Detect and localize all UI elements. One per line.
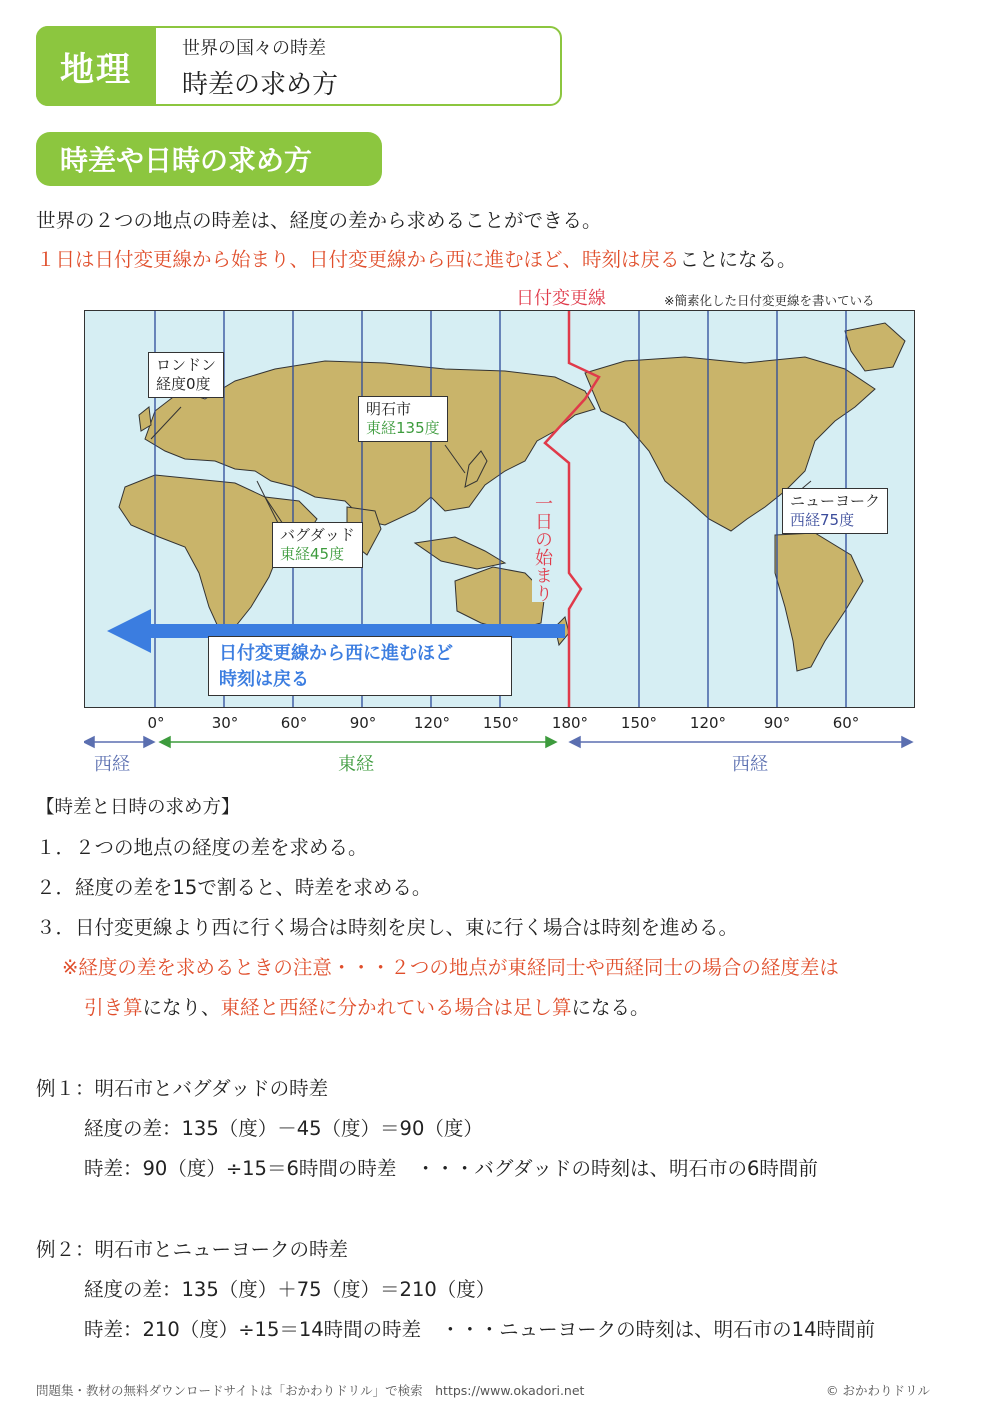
method-step-2: ２．経度の差を15で割ると、時差を求める。 bbox=[36, 876, 432, 899]
akashi-longitude: 東経135度 bbox=[366, 419, 440, 437]
page-title: 時差の求め方 bbox=[182, 70, 339, 100]
tick-30e: 30° bbox=[211, 714, 239, 732]
east-label: 東経 bbox=[338, 754, 374, 775]
example-2-calc-2: 時差：210（度）÷15＝14時間の時差 ・・・ニューヨークの時刻は、明石市の14時間前 bbox=[84, 1318, 875, 1341]
example-2-calc-1: 経度の差：135（度）＋75（度）＝210（度） bbox=[84, 1278, 496, 1301]
example-1-title: 例１：明石市とバグダッドの時差 bbox=[36, 1077, 329, 1100]
example-1-calc-2: 時差：90（度）÷15＝6時間の時差 ・・・バグダッドの時刻は、明石市の6時間前 bbox=[84, 1157, 818, 1180]
tick-150e: 150° bbox=[482, 714, 520, 732]
arrow-text-1: 日付変更線から西に進むほど bbox=[219, 643, 453, 664]
tick-150w: 150° bbox=[620, 714, 658, 732]
west-arrow-left bbox=[84, 737, 154, 747]
intro-line-2-highlight: １日は日付変更線から始まり、日付変更線から西に進むほど、時刻は戻る bbox=[36, 248, 680, 271]
west-label-left: 西経 bbox=[94, 754, 130, 775]
date-line-label: 日付変更線 bbox=[516, 288, 606, 309]
arrow-text-2: 時刻は戻る bbox=[219, 669, 309, 690]
intro-line-2 bbox=[36, 244, 797, 272]
map-note: ※簡素化した日付変更線を書いている bbox=[664, 293, 875, 308]
caution-addition: 東経と西経に分かれている場合は足し算 bbox=[220, 996, 572, 1019]
caution-subtraction: 引き算 bbox=[84, 996, 143, 1019]
tick-120w: 120° bbox=[689, 714, 727, 732]
caution-text-1: になり、 bbox=[142, 996, 221, 1019]
caution-line-2 bbox=[84, 992, 650, 1020]
example-1-calc-1: 経度の差：135（度）－45（度）＝90（度） bbox=[84, 1117, 483, 1140]
tick-60w: 60° bbox=[832, 714, 860, 732]
west-arrow-right bbox=[570, 737, 912, 747]
east-arrow bbox=[160, 737, 556, 747]
section-title: 時差や日時の求め方 bbox=[36, 132, 382, 186]
akashi-name: 明石市 bbox=[366, 400, 412, 418]
hemisphere-arrows bbox=[84, 732, 916, 752]
newyork-name: ニューヨーク bbox=[790, 492, 881, 510]
intro-line-2-rest: ことになる。 bbox=[679, 248, 797, 271]
label-newyork bbox=[782, 488, 888, 534]
tick-90w: 90° bbox=[763, 714, 791, 732]
baghdad-name: バグダッド bbox=[280, 526, 355, 544]
london-name: ロンドン bbox=[156, 356, 217, 374]
caution-line-1: ※経度の差を求めるときの注意・・・２つの地点が東経同士や西経同士の場合の経度差は bbox=[62, 956, 839, 979]
tick-60e: 60° bbox=[280, 714, 308, 732]
newyork-longitude: 西経75度 bbox=[790, 511, 855, 529]
label-baghdad bbox=[272, 522, 363, 568]
footer-site: 問題集・教材の無料ダウンロードサイトは「おかわりドリル」で検索 https://www.okadori.net bbox=[36, 1383, 585, 1398]
london-longitude: 経度0度 bbox=[156, 375, 211, 393]
topic-text: 世界の国々の時差 bbox=[182, 38, 326, 59]
label-london bbox=[148, 352, 224, 398]
west-label-right: 西経 bbox=[732, 754, 768, 775]
example-2-title: 例２：明石市とニューヨークの時差 bbox=[36, 1238, 349, 1261]
method-heading: 【時差と日時の求め方】 bbox=[36, 797, 240, 818]
method-step-3: ３．日付変更線より西に行く場合は時刻を戻し、東に行く場合は時刻を進める。 bbox=[36, 916, 739, 939]
tick-0: 0° bbox=[147, 714, 165, 732]
intro-line-1: 世界の２つの地点の時差は、経度の差から求めることができる。 bbox=[36, 209, 602, 232]
tick-180: 180° bbox=[551, 714, 589, 732]
tick-120e: 120° bbox=[413, 714, 451, 732]
tick-90e: 90° bbox=[349, 714, 377, 732]
baghdad-longitude: 東経45度 bbox=[280, 545, 345, 563]
arrow-explanation bbox=[208, 636, 512, 696]
footer-copyright: © おかわりドリル bbox=[826, 1383, 930, 1398]
day-start-label: 一日の始まり bbox=[532, 494, 553, 602]
method-step-1: １．２つの地点の経度の差を求める。 bbox=[36, 836, 368, 859]
subject-badge: 地理 bbox=[36, 26, 156, 106]
label-akashi bbox=[358, 396, 448, 442]
caution-text-2: になる。 bbox=[571, 996, 650, 1019]
